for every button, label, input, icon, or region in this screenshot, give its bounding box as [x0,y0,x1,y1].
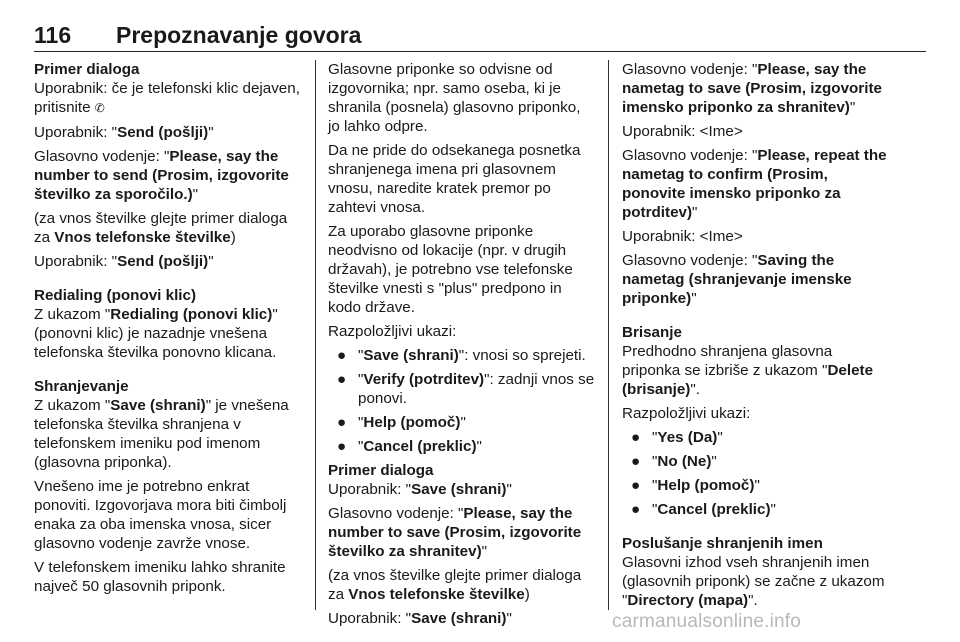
paragraph: Glasovno vodenje: "Please, repeat the nametag to confirm (Prosim, ponovite imensko priponko za potrditev)" [622,147,887,221]
phone-call-icon: ✆ [94,101,105,115]
paragraph: Glasovno vodenje: "Saving the nametag (shranjevanje imenske priponke)" [622,252,852,307]
watermark: carmanualsonline.info [612,611,802,632]
paragraph: Razpoložljivi ukazi: [328,323,457,340]
bullet-icon: ● [631,477,641,494]
paragraph: Glasovni izhod vseh shranjenih imen (glasovnih priponk) se začne z ukazom "Directory (mapa)". [622,554,885,609]
page-title: Prepoznavanje govora [116,22,362,48]
section-heading-primer: Primer dialoga [34,61,140,78]
bullet-icon: ● [631,453,641,470]
paragraph: Za uporabo glasovne priponke neodvisno od lokacije (npr. v drugih državah), je potrebno vse telefonske številke vnesti s "plus" predpono in kodo države. [328,223,573,316]
list-item: ● "Help (pomoč)" [631,477,760,494]
paragraph: Uporabnik: "Save (shrani)" [328,610,512,627]
section-heading-delete: Brisanje [622,324,682,341]
paragraph: Predhodno shranjena glasovna priponka se izbriše z ukazom "Delete (brisanje)". [622,343,874,398]
section-heading-redial: Redialing (ponovi klic) [34,287,197,304]
column-right [622,60,890,615]
bullet-icon: ● [631,501,641,518]
header-divider [34,51,926,52]
column-divider-left [315,60,316,610]
paragraph: Uporabnik: "Send (pošlji)" [34,253,214,270]
list-item: ● "Save (shrani)": vnosi so sprejeti. [337,347,586,364]
paragraph: Z ukazom "Redialing (ponovi klic)" (ponovni klic) je nazadnje vnešena telefonska številka ponovno klicana. [34,306,278,361]
section-heading-listen: Poslušanje shranjenih imen [622,535,823,552]
page-header [34,22,926,54]
list-item: ● "Cancel (preklic)" [631,501,776,518]
paragraph: (za vnos številke glejte primer dialoga za Vnos telefonske številke) [328,567,582,603]
paragraph: Da ne pride do odsekanega posnetka shranjenega imena pri glasovnem vnosu, naredite kratek premor po zahtevi vnosa. [328,142,581,216]
paragraph: Vnešeno ime je potrebno enkrat ponoviti. Izgovorjava mora biti čimbolj enaka za oba imenska vnosa, sicer glasovno vodenje zavrže vnose. [34,478,287,552]
paragraph: V telefonskem imeniku lahko shranite največ 50 glasovnih priponk. [34,559,286,595]
column-middle [328,60,596,633]
list-item: ● "Help (pomoč)" [337,414,466,431]
column-left [34,60,302,601]
paragraph: Uporabnik: če je telefonski klic dejaven, pritisnite ✆ [34,80,300,116]
bullet-icon: ● [337,438,347,455]
bullet-icon: ● [631,429,641,446]
paragraph: Glasovno vodenje: "Please, say the number to send (Prosim, izgovorite številko za sporočilo.)" [34,148,289,203]
paragraph: Z ukazom "Save (shrani)" je vnešena telefonska številka shranjena v telefonskem imeniku pod imenom (glasovna priponka). [34,397,289,471]
paragraph: Uporabnik: <Ime> [622,228,743,245]
paragraph: Glasovno vodenje: "Please, say the number to save (Prosim, izgovorite številko za shranitev)" [328,505,582,560]
section-heading-save: Shranjevanje [34,378,129,395]
paragraph: Uporabnik: "Save (shrani)" [328,481,512,498]
list-item: ● "Yes (Da)" [631,429,723,446]
section-heading-primer: Primer dialoga [328,462,434,479]
bullet-icon: ● [337,371,347,388]
bullet-icon: ● [337,347,347,364]
paragraph: (za vnos številke glejte primer dialoga za Vnos telefonske številke) [34,210,288,246]
list-item: ● "Cancel (preklic)" [337,438,482,455]
paragraph: Glasovno vodenje: "Please, say the nametag to save (Prosim, izgovorite imensko priponko za shranitev)" [622,61,882,116]
paragraph: Glasovne priponke so odvisne od izgovornika; npr. samo oseba, ki je shranila (posnela) glasovno priponko, jo lahko odpre. [328,61,581,135]
paragraph: Uporabnik: <Ime> [622,123,743,140]
paragraph: Uporabnik: "Send (pošlji)" [34,124,214,141]
paragraph: Razpoložljivi ukazi: [622,405,751,422]
column-divider-right [608,60,609,610]
list-item: ● "Verify (potrditev)": zadnji vnos se ponovi. [337,371,595,407]
page-number: 116 [34,22,72,48]
bullet-icon: ● [337,414,347,431]
list-item: ● "No (Ne)" [631,453,717,470]
